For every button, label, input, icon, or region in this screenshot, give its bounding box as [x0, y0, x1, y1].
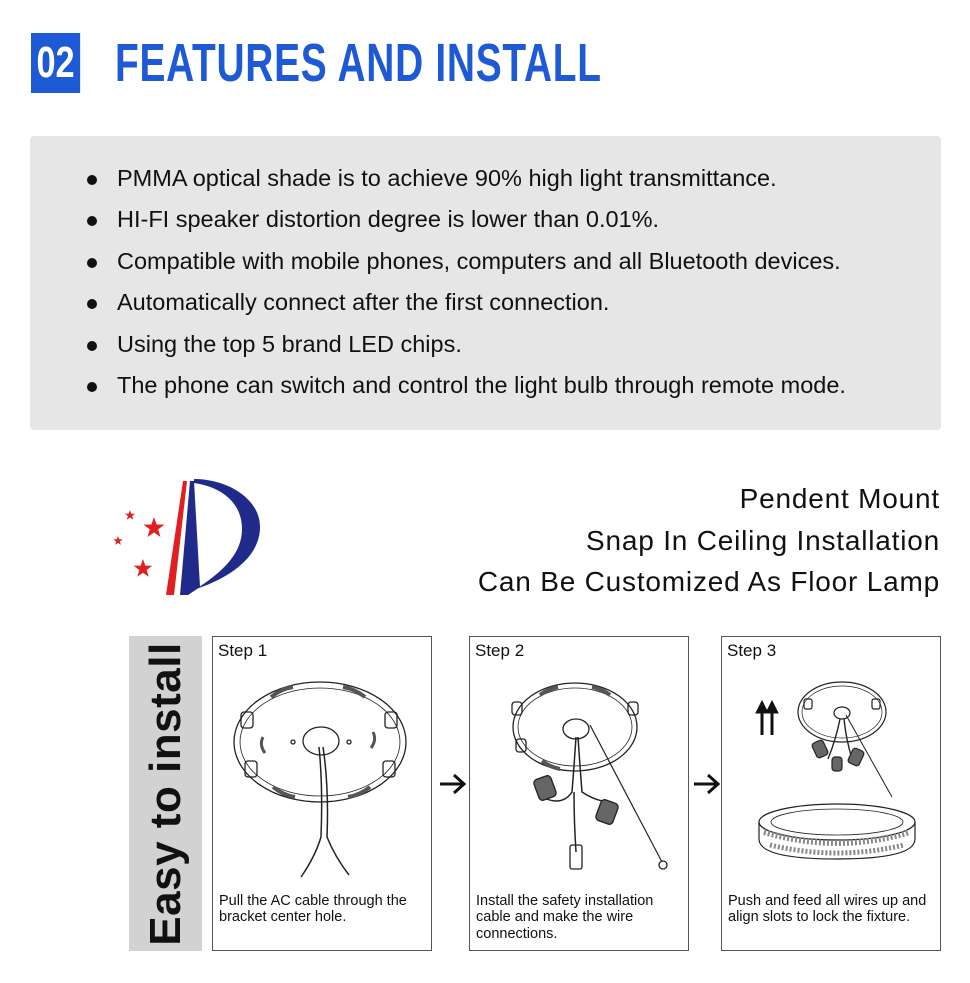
section-number-badge: 02: [31, 33, 80, 93]
feature-item: Automatically connect after the first connection.: [86, 282, 941, 323]
feature-item: The phone can switch and control the light bulb through remote mode.: [86, 365, 941, 406]
step-3-card: [721, 636, 941, 951]
wiring-illustration: [470, 637, 690, 887]
star-icon: [113, 536, 122, 545]
bracket-illustration: [213, 637, 433, 887]
step-1-card: [212, 636, 432, 951]
logo-p-bowl: [194, 479, 260, 589]
feature-item: Using the top 5 brand LED chips.: [86, 324, 941, 365]
feature-item: Compatible with mobile phones, computers and all Bluetooth devices.: [86, 241, 941, 282]
step-3-description: Push and feed all wires up and align slots to lock the fixture.: [728, 893, 927, 926]
step-1-label: Step 1: [218, 641, 268, 660]
section-title: FEATURES AND INSTALL: [115, 33, 602, 93]
features-panel: [30, 136, 941, 430]
fixture-illustration: [722, 637, 942, 887]
step-2-label: Step 2: [475, 641, 525, 660]
step-2-card: [469, 636, 689, 951]
star-icon: [125, 510, 135, 520]
arrow-right-icon: [692, 770, 722, 798]
mount-line: Can Be Customized As Floor Lamp: [477, 566, 940, 597]
easy-install-banner: [129, 636, 202, 951]
star-icon: [134, 559, 153, 577]
step-3-label: Step 3: [727, 641, 777, 660]
section-header: [31, 33, 602, 93]
mount-options: [478, 478, 940, 603]
feature-item: HI-FI speaker distortion degree is lower than 0.01%.: [86, 199, 941, 240]
brand-logo: [108, 475, 268, 600]
step-1-description: Pull the AC cable through the bracket center hole.: [219, 893, 407, 926]
feature-item: PMMA optical shade is to achieve 90% high light transmittance.: [86, 158, 941, 199]
star-icon: [144, 517, 165, 537]
features-list: [86, 158, 941, 406]
mount-line: Pendent Mount: [739, 483, 940, 514]
arrow-right-icon: [438, 770, 468, 798]
push-up-arrows-icon: [756, 701, 778, 735]
step-2-description: Install the safety installation cable and make the wire connections.: [476, 893, 654, 942]
mount-line: Snap In Ceiling Installation: [586, 524, 940, 556]
easy-install-label: Easy to install: [140, 641, 190, 946]
